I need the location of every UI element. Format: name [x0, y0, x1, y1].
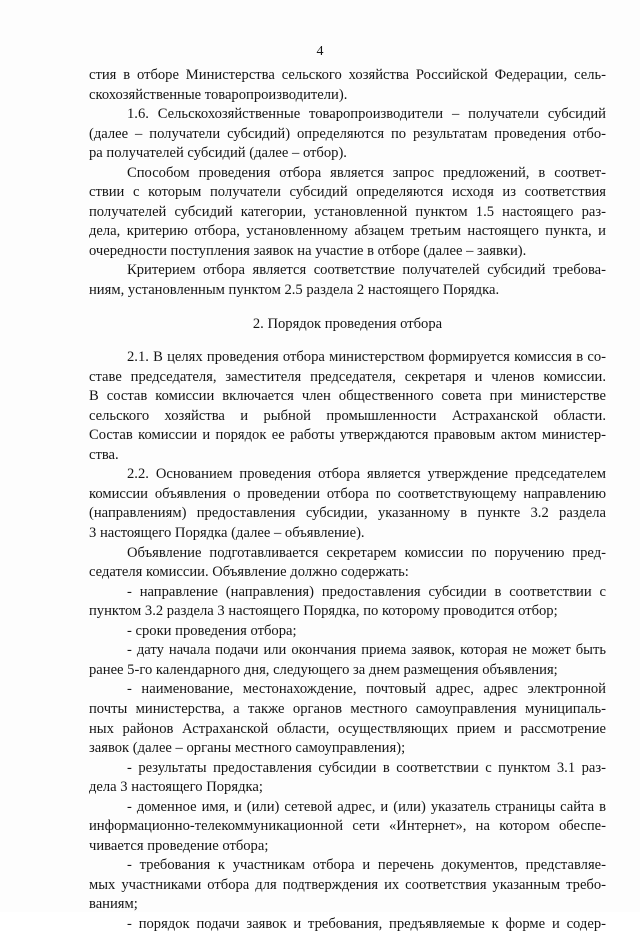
text-line: Критерием отбора является соответствие получателей субсидий требова-: [127, 262, 606, 279]
page-number: 4: [316, 44, 324, 59]
paragraph-1-6: [89, 105, 606, 164]
text-line: мых участниками отбора для подтверждения их соответствия указанным требо-: [89, 876, 606, 893]
text-line: ства.: [89, 446, 119, 463]
paragraph-selection-method: [89, 164, 606, 262]
text-line: 2.1. В целях проведения отбора министерством формируется комиссия в со-: [127, 349, 606, 366]
text-line: заявок (далее – органы местного самоуправления);: [89, 740, 406, 757]
text-line: (направлениям) предоставления субсидии, указанному в пункте 3.2 раздела: [89, 505, 606, 522]
list-item-contacts: [89, 680, 606, 758]
text-line: - доменное имя, и (или) сетевой адрес, и (или) указатель страницы сайта в: [127, 798, 606, 815]
list-item-domain: [89, 798, 606, 857]
text-line: скохозяйственные товаропроизводители).: [89, 86, 348, 103]
text-line: очередности поступления заявок на участие в отборе (далее – заявки).: [89, 242, 527, 259]
text-line: дела 3 настоящего Порядка;: [89, 779, 263, 796]
text-line: (далее – получатели субсидий) определяются по результатам проведения отбо-: [89, 125, 606, 142]
text-line: сельского хозяйства и рыбной промышленности Астраханской области.: [89, 407, 606, 424]
section-heading: 2. Порядок проведения отбора: [252, 315, 443, 332]
list-item-results: [89, 759, 606, 798]
text-line: - наименование, местонахождение, почтовый адрес, адрес электронной: [127, 681, 606, 698]
text-line: пунктом 3.2 раздела 3 настоящего Порядка, по которому проводится отбор;: [89, 603, 558, 620]
text-line: ных районов Астраханской области, осуществляющих прием и рассмотрение: [89, 720, 606, 737]
list-item-direction: [89, 583, 606, 622]
text-line: - направление (направления) предоставления субсидии в соответствии с: [127, 583, 606, 600]
text-line: Объявление подготавливается секретарем комиссии по поручению пред-: [127, 544, 606, 561]
paragraph-2-2: [89, 465, 606, 543]
paragraph-continuation: [89, 66, 606, 105]
text-line: 3 настоящего Порядка (далее – объявление).: [89, 525, 365, 542]
paragraph-selection-criterion: [89, 261, 606, 300]
text-line: ра получателей субсидий (далее – отбор).: [89, 145, 347, 162]
text-line: чивается проведение отбора;: [89, 837, 269, 854]
text-line: Состав комиссии и порядок ее работы утверждаются правовым актом министер-: [89, 427, 606, 444]
text-line: комиссии объявления о проведении отбора по соответствующему направлению: [89, 485, 606, 502]
text-line: седателя комиссии. Объявление должно содержать:: [89, 564, 409, 581]
text-line: ваниям;: [89, 896, 138, 913]
text-line: ниям, установленным пунктом 2.5 раздела 2 настоящего Порядка.: [89, 282, 500, 299]
text-line: - сроки проведения отбора;: [127, 622, 297, 639]
text-line: В состав комиссии включается член общественного совета при министерстве: [89, 388, 606, 405]
paragraph-2-1: [89, 348, 606, 465]
text-line: - дату начала подачи или окончания приема заявок, которая не может быть: [127, 642, 606, 659]
text-line: 1.6. Сельскохозяйственные товаропроизводители – получатели субсидий: [127, 106, 606, 123]
text-line: дела, критерию отбора, установленному абзацем третьим настоящего пункта, и: [89, 223, 606, 240]
text-line: - результаты предоставления субсидии в соответствии с пунктом 3.1 раз-: [127, 759, 606, 776]
text-line: ранее 5-го календарного дня, следующего за днем размещения объявления;: [89, 661, 558, 678]
text-line: стия в отборе Министерства сельского хозяйства Российской Федерации, сель-: [89, 67, 606, 83]
list-item-submission: [89, 915, 606, 935]
list-item-dates: [89, 622, 606, 642]
text-line: - требования к участникам отбора и перечень документов, представляе-: [127, 857, 606, 874]
list-item-start-date: [89, 641, 606, 680]
text-line: получателей субсидий категории, установленной пунктом 1.5 настоящего раз-: [89, 203, 606, 220]
document-body: [89, 66, 606, 935]
text-line: ствии с которым получатели субсидий определяются исходя из соответствия: [89, 184, 606, 201]
text-line: информационно-телекоммуникационной сети «Интернет», на котором обеспе-: [89, 818, 606, 835]
paragraph-announcement: [89, 544, 606, 583]
text-line: - порядок подачи заявок и требования, предъявляемые к форме и содер-: [127, 915, 606, 932]
text-line: почты министерства, а также органов местного самоуправления муниципаль-: [89, 700, 606, 717]
list-item-requirements: [89, 856, 606, 915]
text-line: 2.2. Основанием проведения отбора является утверждение председателем: [127, 466, 606, 483]
text-line: Способом проведения отбора является запрос предложений, в соответ-: [127, 164, 606, 181]
text-line: ставе председателя, заместителя председателя, секретаря и членов комиссии.: [89, 368, 606, 385]
